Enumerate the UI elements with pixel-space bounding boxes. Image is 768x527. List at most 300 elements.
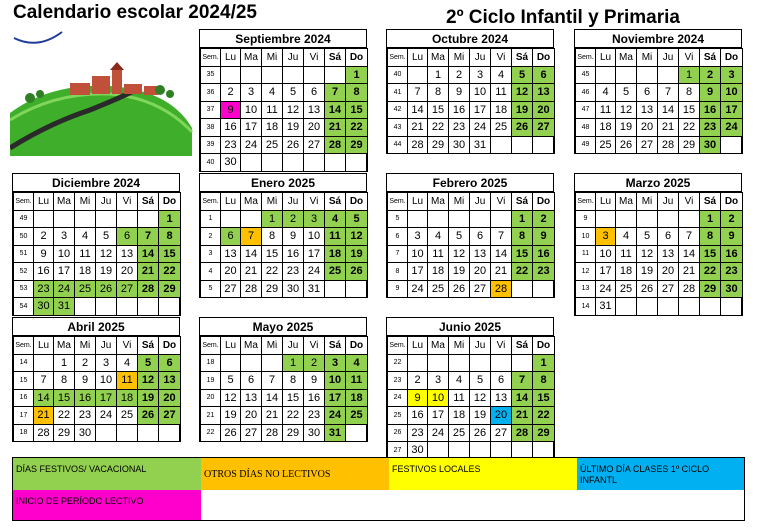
day-cell: 11 [325, 228, 346, 246]
day-cell: 5 [512, 66, 533, 84]
day-cell: 20 [221, 263, 241, 281]
week-number: 25 [388, 407, 408, 425]
weekday-header: Ju [658, 49, 679, 67]
day-cell: 21 [34, 407, 54, 425]
day-cell: 4 [262, 84, 283, 102]
week-row [201, 245, 368, 263]
day-cell [658, 210, 679, 228]
week-row [388, 280, 555, 298]
day-cell [117, 298, 138, 316]
week-row [388, 66, 555, 84]
day-cell: 13 [159, 372, 181, 390]
week-row [14, 228, 181, 246]
day-cell [138, 424, 159, 442]
week-number: 17 [14, 407, 34, 425]
legend-festivos: DÍAS FESTIVOS/ VACACIONAL [13, 458, 201, 490]
day-cell [54, 210, 75, 228]
day-cell: 29 [159, 280, 181, 298]
week-row [388, 389, 555, 407]
month-table [387, 48, 555, 154]
day-cell: 2 [304, 354, 325, 372]
day-cell: 23 [449, 119, 470, 137]
day-cell: 19 [221, 407, 241, 425]
day-cell: 18 [428, 263, 449, 281]
day-cell: 28 [408, 136, 428, 154]
day-cell: 11 [262, 101, 283, 119]
month-calendar [199, 29, 367, 172]
day-cell: 6 [491, 372, 512, 390]
day-cell [34, 210, 54, 228]
day-cell: 3 [304, 210, 325, 228]
day-cell: 20 [637, 119, 658, 137]
day-cell [346, 280, 368, 298]
week-row [14, 424, 181, 442]
day-cell: 31 [325, 424, 346, 442]
day-cell: 11 [596, 101, 616, 119]
day-cell [221, 354, 241, 372]
day-cell: 25 [262, 136, 283, 154]
day-cell: 8 [262, 228, 283, 246]
day-cell: 12 [512, 84, 533, 102]
week-row [576, 136, 743, 154]
day-cell: 22 [159, 263, 181, 281]
day-cell [533, 280, 555, 298]
week-row [201, 119, 368, 137]
weekday-header: Sem. [201, 49, 221, 67]
sky-swoosh [14, 32, 62, 43]
month-table [387, 192, 555, 298]
day-cell: 12 [449, 245, 470, 263]
day-cell [637, 210, 658, 228]
day-cell: 20 [304, 119, 325, 137]
legend [12, 457, 745, 521]
day-cell: 25 [449, 424, 470, 442]
week-row [388, 354, 555, 372]
month-table [13, 336, 181, 442]
weekday-header: Ma [54, 193, 75, 211]
day-cell: 15 [159, 245, 181, 263]
day-cell: 19 [346, 245, 368, 263]
week-number: 16 [14, 389, 34, 407]
week-row [14, 354, 181, 372]
day-cell [283, 154, 304, 172]
weekday-header: Lu [34, 337, 54, 355]
day-cell [304, 66, 325, 84]
day-cell: 5 [221, 372, 241, 390]
day-cell [491, 210, 512, 228]
day-cell: 10 [408, 245, 428, 263]
week-row [201, 280, 368, 298]
day-cell: 27 [533, 119, 555, 137]
day-cell: 6 [241, 372, 262, 390]
day-cell: 11 [75, 245, 96, 263]
day-cell: 1 [346, 66, 368, 84]
day-cell: 18 [491, 101, 512, 119]
day-cell: 17 [408, 263, 428, 281]
weekday-header: Do [346, 337, 368, 355]
month-title: Marzo 2025 [575, 174, 741, 192]
weekday-header: Vi [117, 193, 138, 211]
day-cell: 21 [512, 407, 533, 425]
day-cell [512, 136, 533, 154]
day-cell: 26 [512, 119, 533, 137]
day-cell [470, 354, 491, 372]
week-number: 47 [576, 101, 596, 119]
day-cell: 26 [96, 280, 117, 298]
day-cell: 16 [700, 101, 721, 119]
day-cell: 5 [283, 84, 304, 102]
day-cell: 24 [470, 119, 491, 137]
day-cell [241, 354, 262, 372]
day-cell: 16 [283, 245, 304, 263]
day-cell: 6 [533, 66, 555, 84]
day-cell [637, 66, 658, 84]
day-cell: 13 [491, 389, 512, 407]
day-cell: 5 [96, 228, 117, 246]
day-cell: 21 [262, 407, 283, 425]
day-cell: 15 [512, 245, 533, 263]
week-row [576, 101, 743, 119]
day-cell: 19 [138, 389, 159, 407]
day-cell: 10 [596, 245, 616, 263]
legend-ultimo-dia: ÚLTIMO DÍA CLASES 1º CICLO INFANTL [577, 458, 744, 490]
weekday-header: Mi [262, 49, 283, 67]
day-cell: 5 [346, 210, 368, 228]
day-cell: 13 [241, 389, 262, 407]
day-cell: 3 [325, 354, 346, 372]
day-cell: 23 [75, 407, 96, 425]
week-row [14, 298, 181, 316]
week-number: 36 [201, 84, 221, 102]
day-cell: 19 [470, 407, 491, 425]
weekday-header: Ma [616, 49, 637, 67]
day-cell: 20 [159, 389, 181, 407]
day-cell: 18 [117, 389, 138, 407]
day-cell: 18 [262, 119, 283, 137]
day-cell: 22 [428, 119, 449, 137]
week-number: 45 [576, 66, 596, 84]
weekday-header: Do [159, 193, 181, 211]
day-cell: 22 [533, 407, 555, 425]
day-cell: 2 [449, 66, 470, 84]
week-number: 3 [201, 245, 221, 263]
weekday-header: Do [533, 49, 555, 67]
weekday-header: Sá [512, 49, 533, 67]
day-cell: 12 [283, 101, 304, 119]
week-number: 49 [14, 210, 34, 228]
day-cell: 3 [408, 228, 428, 246]
day-cell: 24 [428, 424, 449, 442]
week-number: 9 [576, 210, 596, 228]
week-row [201, 210, 368, 228]
month-title: Abril 2025 [13, 318, 179, 336]
day-cell: 15 [533, 389, 555, 407]
day-cell: 6 [159, 354, 181, 372]
day-cell: 9 [283, 228, 304, 246]
day-cell: 28 [512, 424, 533, 442]
week-number: 10 [576, 228, 596, 246]
day-cell: 26 [346, 263, 368, 281]
week-row [201, 101, 368, 119]
day-cell: 7 [241, 228, 262, 246]
day-cell: 13 [533, 84, 555, 102]
day-cell: 20 [241, 407, 262, 425]
day-cell: 29 [428, 136, 449, 154]
week-number: 8 [388, 263, 408, 281]
weekday-header: Ju [283, 193, 304, 211]
day-cell: 6 [117, 228, 138, 246]
week-number: 19 [201, 372, 221, 390]
day-cell: 22 [283, 407, 304, 425]
day-cell: 3 [54, 228, 75, 246]
day-cell: 10 [54, 245, 75, 263]
weekday-header: Sá [512, 193, 533, 211]
month-table [575, 48, 743, 154]
day-cell: 14 [491, 245, 512, 263]
day-cell: 13 [658, 245, 679, 263]
weekday-header: Sem. [388, 337, 408, 355]
day-cell: 10 [721, 84, 743, 102]
day-cell: 24 [721, 119, 743, 137]
week-row [201, 136, 368, 154]
day-cell [428, 210, 449, 228]
day-cell: 21 [679, 263, 700, 281]
day-cell: 13 [470, 245, 491, 263]
day-cell: 15 [54, 389, 75, 407]
week-number: 41 [388, 84, 408, 102]
day-cell [221, 210, 241, 228]
day-cell: 11 [346, 372, 368, 390]
day-cell: 8 [346, 84, 368, 102]
day-cell: 17 [596, 263, 616, 281]
week-number: 7 [388, 245, 408, 263]
day-cell: 31 [304, 280, 325, 298]
village [70, 62, 158, 95]
day-cell: 21 [491, 263, 512, 281]
day-cell: 26 [449, 280, 470, 298]
day-cell: 30 [75, 424, 96, 442]
day-cell: 31 [54, 298, 75, 316]
weekday-header: Sá [325, 49, 346, 67]
week-row [388, 372, 555, 390]
day-cell: 23 [221, 136, 241, 154]
day-cell: 11 [449, 389, 470, 407]
day-cell [346, 154, 368, 172]
day-cell: 2 [34, 228, 54, 246]
weekday-header: Sá [325, 337, 346, 355]
day-cell: 25 [616, 280, 637, 298]
day-cell: 1 [262, 210, 283, 228]
day-cell: 20 [533, 101, 555, 119]
week-row [576, 84, 743, 102]
month-calendar [386, 29, 554, 154]
day-cell: 22 [700, 263, 721, 281]
day-cell: 11 [491, 84, 512, 102]
day-cell: 6 [658, 228, 679, 246]
week-row [576, 263, 743, 281]
day-cell: 30 [449, 136, 470, 154]
weekday-header: Do [533, 193, 555, 211]
day-cell: 30 [304, 424, 325, 442]
day-cell [596, 210, 616, 228]
day-cell: 29 [346, 136, 368, 154]
week-row [388, 101, 555, 119]
day-cell [304, 154, 325, 172]
day-cell: 9 [221, 101, 241, 119]
weekday-header: Vi [679, 49, 700, 67]
weekday-header: Vi [304, 337, 325, 355]
day-cell: 8 [512, 228, 533, 246]
day-cell: 7 [679, 228, 700, 246]
day-cell [616, 298, 637, 316]
day-cell: 17 [721, 101, 743, 119]
weekday-header: Do [721, 193, 743, 211]
day-cell: 9 [304, 372, 325, 390]
month-table [200, 192, 368, 298]
day-cell [491, 136, 512, 154]
weekday-header: Ma [428, 49, 449, 67]
weekday-header: Ju [96, 193, 117, 211]
day-cell: 9 [34, 245, 54, 263]
day-cell: 20 [117, 263, 138, 281]
weekday-header: Ma [54, 337, 75, 355]
day-cell [679, 298, 700, 316]
week-number: 38 [201, 119, 221, 137]
day-cell: 12 [346, 228, 368, 246]
day-cell: 19 [512, 101, 533, 119]
weekday-header: Mi [449, 49, 470, 67]
day-cell: 4 [449, 372, 470, 390]
month-table [200, 336, 368, 442]
day-cell [721, 298, 743, 316]
day-cell: 24 [325, 407, 346, 425]
day-cell: 29 [54, 424, 75, 442]
week-row [201, 228, 368, 246]
day-cell: 20 [491, 407, 512, 425]
weekday-header: Do [721, 49, 743, 67]
day-cell: 15 [679, 101, 700, 119]
day-cell: 15 [283, 389, 304, 407]
week-row [388, 263, 555, 281]
day-cell [428, 354, 449, 372]
day-cell: 25 [491, 119, 512, 137]
day-cell: 26 [470, 424, 491, 442]
day-cell: 17 [241, 119, 262, 137]
day-cell: 13 [221, 245, 241, 263]
day-cell: 14 [408, 101, 428, 119]
week-number: 14 [576, 298, 596, 316]
day-cell: 5 [637, 228, 658, 246]
day-cell: 23 [700, 119, 721, 137]
day-cell [96, 298, 117, 316]
month-title: Junio 2025 [387, 318, 553, 336]
weekday-header: Ju [470, 49, 491, 67]
day-cell: 17 [304, 245, 325, 263]
day-cell: 12 [616, 101, 637, 119]
day-cell: 16 [721, 245, 743, 263]
day-cell: 1 [54, 354, 75, 372]
week-number: 24 [388, 389, 408, 407]
day-cell [512, 280, 533, 298]
day-cell [117, 424, 138, 442]
day-cell: 2 [283, 210, 304, 228]
day-cell: 28 [262, 424, 283, 442]
week-row [388, 119, 555, 137]
week-number: 43 [388, 119, 408, 137]
day-cell: 22 [679, 119, 700, 137]
day-cell: 7 [491, 228, 512, 246]
month-table [575, 192, 743, 316]
day-cell: 17 [54, 263, 75, 281]
month-calendar [199, 173, 367, 298]
day-cell: 12 [470, 389, 491, 407]
day-cell: 18 [596, 119, 616, 137]
month-calendar [574, 29, 742, 154]
day-cell: 16 [75, 389, 96, 407]
weekday-header: Ju [470, 193, 491, 211]
week-row [14, 245, 181, 263]
day-cell: 3 [470, 66, 491, 84]
month-title: Septiembre 2024 [200, 30, 366, 48]
day-cell [408, 354, 428, 372]
day-cell [159, 424, 181, 442]
day-cell: 23 [283, 263, 304, 281]
week-row [576, 245, 743, 263]
day-cell [117, 210, 138, 228]
week-row [201, 407, 368, 425]
day-cell: 12 [96, 245, 117, 263]
month-title: Noviembre 2024 [575, 30, 741, 48]
weekday-header: Ju [470, 337, 491, 355]
day-cell: 9 [700, 84, 721, 102]
day-cell: 1 [679, 66, 700, 84]
week-row [576, 228, 743, 246]
weekday-header: Ma [428, 337, 449, 355]
day-cell [159, 298, 181, 316]
week-row [388, 228, 555, 246]
week-number: 1 [201, 210, 221, 228]
page-subtitle: 2º Ciclo Infantil y Primaria [446, 7, 680, 28]
weekday-header: Sem. [576, 193, 596, 211]
day-cell [346, 424, 368, 442]
week-row [388, 424, 555, 442]
day-cell [449, 354, 470, 372]
day-cell: 15 [346, 101, 368, 119]
day-cell [679, 210, 700, 228]
month-calendar [12, 317, 180, 442]
day-cell: 21 [408, 119, 428, 137]
day-cell: 27 [159, 407, 181, 425]
day-cell: 15 [700, 245, 721, 263]
week-number: 35 [201, 66, 221, 84]
weekday-header: Mi [75, 193, 96, 211]
weekday-header: Ju [283, 49, 304, 67]
day-cell: 2 [700, 66, 721, 84]
weekday-header: Lu [221, 337, 241, 355]
month-title: Mayo 2025 [200, 318, 366, 336]
day-cell: 13 [117, 245, 138, 263]
weekday-header: Vi [491, 49, 512, 67]
week-number: 23 [388, 372, 408, 390]
week-number: 46 [576, 84, 596, 102]
week-row [388, 84, 555, 102]
weekday-header: Lu [408, 49, 428, 67]
week-row [388, 407, 555, 425]
day-cell: 24 [54, 280, 75, 298]
weekday-header: Do [346, 49, 368, 67]
week-row [576, 280, 743, 298]
week-number: 22 [201, 424, 221, 442]
